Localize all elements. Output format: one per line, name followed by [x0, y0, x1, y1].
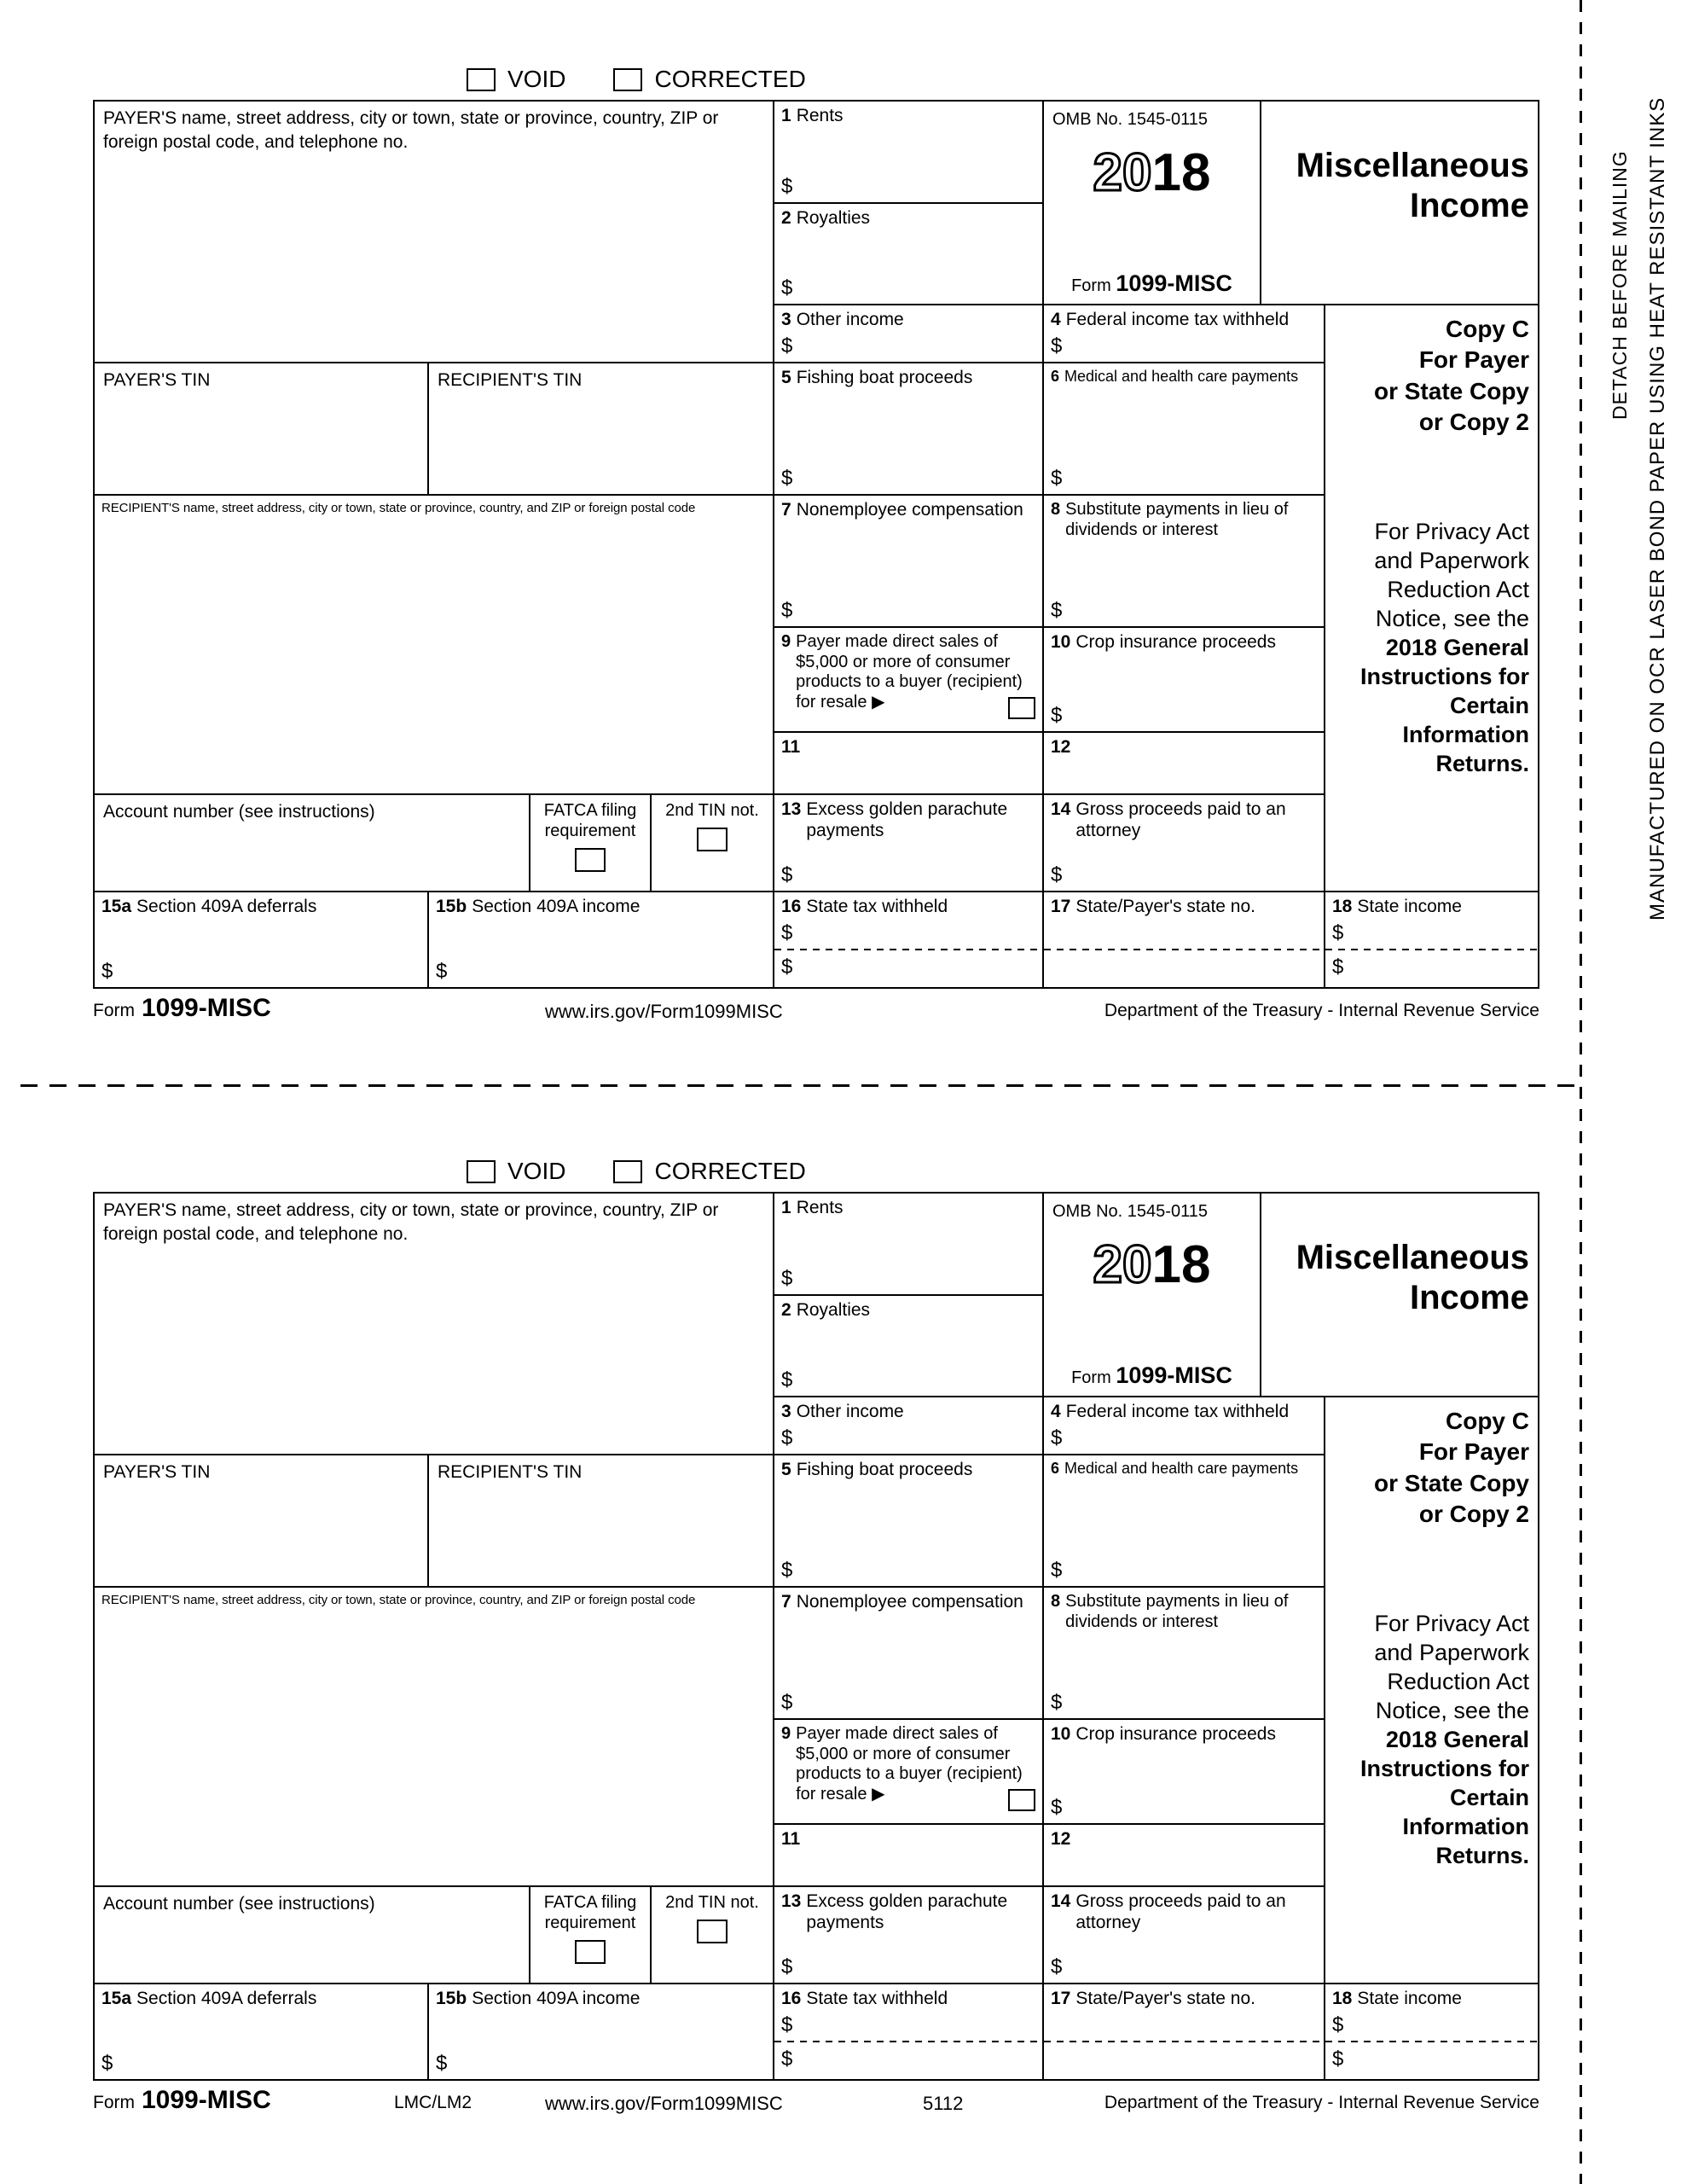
fatca-checkbox[interactable]	[575, 848, 606, 872]
form-number: 1099-MISC	[1116, 1362, 1232, 1388]
account-number-label: Account number (see instructions)	[103, 802, 375, 822]
box-10-label: Crop insurance proceeds	[1075, 1724, 1276, 1744]
dollar-sign: $	[1051, 1426, 1063, 1449]
box-6-label: Medical and health care payments	[1064, 368, 1299, 385]
horizontal-perforation	[20, 1084, 1580, 1087]
payer-info-cell[interactable]	[95, 1194, 774, 1455]
second-tin-label: 2nd TIN not.	[665, 801, 759, 820]
void-checkbox[interactable]	[467, 68, 496, 91]
box-18-number: 18	[1332, 897, 1353, 916]
box-11[interactable]	[774, 733, 1044, 795]
box-6-medical-payments[interactable]	[1044, 1455, 1325, 1588]
form-copy-bottom	[93, 1156, 1541, 2122]
box-14-number: 14	[1051, 1891, 1071, 1911]
dollar-sign: $	[781, 1426, 793, 1449]
box-17-number: 17	[1051, 1989, 1071, 2008]
box-18-number: 18	[1332, 1989, 1353, 2008]
dollar-sign: $	[781, 921, 793, 944]
box-9-label	[796, 632, 1035, 712]
void-label: VOID	[507, 66, 566, 92]
box-17-state-payer-number[interactable]	[1044, 1984, 1325, 2079]
state-entry-divider	[1325, 949, 1538, 950]
box-1-rents[interactable]	[774, 1194, 1044, 1296]
box-16-state-tax-withheld[interactable]	[774, 1984, 1044, 2079]
box-15a-409a-deferrals[interactable]	[95, 892, 429, 987]
payer-tin-label: PAYER'S TIN	[103, 1462, 211, 1482]
box-2-royalties[interactable]	[774, 1296, 1044, 1397]
omb-number: OMB No. 1545-0115	[1052, 1202, 1208, 1221]
dollar-sign: $	[1332, 921, 1344, 944]
box-10-number: 10	[1051, 1724, 1071, 1744]
dollar-sign: $	[781, 1955, 793, 1978]
box-18-state-income[interactable]	[1325, 892, 1538, 987]
form-number: 1099-MISC	[1116, 270, 1232, 296]
box-4-federal-tax-withheld[interactable]	[1044, 305, 1325, 363]
box-8-number: 8	[1051, 1592, 1061, 1611]
copy-designation: Copy C	[1446, 316, 1529, 342]
box-9-label-text: Payer made direct sales of $5,000 or more of consumer products to a buyer (recipient) for resale	[796, 1724, 1023, 1804]
box-1-rents[interactable]	[774, 102, 1044, 204]
state-entry-divider	[774, 2041, 1042, 2042]
dollar-sign: $	[436, 960, 448, 983]
footer-form-word: Form	[93, 2093, 135, 2112]
box-5-fishing-boat[interactable]	[774, 363, 1044, 496]
payer-info-label: PAYER'S name, street address, city or town, state or province, country, ZIP or foreign postal code, and telephone no.	[103, 1200, 719, 1245]
second-tin-cell	[652, 1887, 774, 1984]
copy-column	[1325, 305, 1538, 892]
box-5-label: Fishing boat proceeds	[796, 1460, 973, 1479]
box-17-number: 17	[1051, 897, 1071, 916]
corrected-label: CORRECTED	[654, 66, 806, 92]
dollar-sign: $	[781, 599, 793, 622]
state-entry-divider	[1044, 2041, 1324, 2042]
recipient-info-label: RECIPIENT'S name, street address, city or town, state or province, country, and ZIP or foreign postal code	[101, 501, 696, 515]
box-3-other-income[interactable]	[774, 305, 1044, 363]
box-4-label: Federal income tax withheld	[1065, 310, 1290, 329]
recipient-info-label: RECIPIENT'S name, street address, city or town, state or province, country, and ZIP or foreign postal code	[101, 1593, 696, 1607]
recipient-tin-label: RECIPIENT'S TIN	[438, 1462, 583, 1482]
form-footer	[93, 2084, 1539, 2120]
box-12[interactable]	[1044, 1825, 1325, 1887]
corrected-label: CORRECTED	[654, 1158, 806, 1184]
direct-sales-checkbox[interactable]	[1008, 1789, 1035, 1811]
box-6-label: Medical and health care payments	[1064, 1460, 1299, 1477]
fatca-cell	[530, 795, 652, 892]
copy-recipient-line1: For Payer	[1418, 346, 1529, 374]
year-bold: 18	[1151, 143, 1211, 202]
form-title-line2: Income	[1409, 1279, 1529, 1317]
year-outline: 20	[1093, 1235, 1152, 1294]
dollar-sign: $	[781, 1559, 793, 1582]
copy-recipient-line2: or State Copy	[1373, 1469, 1529, 1496]
form-word: Form	[1071, 1368, 1111, 1387]
box-5-fishing-boat[interactable]	[774, 1455, 1044, 1588]
footer-department: Department of the Treasury - Internal Revenue Service	[1104, 1001, 1539, 1020]
second-tin-checkbox[interactable]	[697, 1920, 728, 1943]
corrected-checkbox[interactable]	[613, 68, 642, 91]
box-15b-label: Section 409A income	[472, 1989, 641, 2008]
omb-box	[1044, 1194, 1261, 1397]
box-4-number: 4	[1051, 310, 1061, 329]
copy-recipient-line2: or State Copy	[1373, 377, 1529, 404]
box-9-number: 9	[781, 1724, 791, 1743]
dollar-sign: $	[1332, 2048, 1344, 2071]
box-15b-number: 15b	[436, 1989, 467, 2008]
box-14-attorney-proceeds[interactable]	[1044, 1887, 1325, 1984]
corrected-checkbox[interactable]	[613, 1160, 642, 1183]
box-14-number: 14	[1051, 799, 1071, 819]
box-8-label: Substitute payments in lieu of dividends or interest	[1065, 500, 1289, 539]
dollar-sign: $	[781, 1368, 793, 1391]
recipient-info-cell[interactable]	[95, 496, 774, 795]
form-number-block	[1044, 270, 1260, 297]
void-label: VOID	[507, 1158, 566, 1184]
dollar-sign: $	[781, 956, 793, 979]
dollar-sign: $	[1051, 1955, 1063, 1978]
dollar-sign: $	[1051, 1559, 1063, 1582]
recipient-tin-cell[interactable]	[429, 363, 774, 496]
copy-column	[1325, 1397, 1538, 1984]
privacy-instructions-text: 2018 General Instructions for Certain Information Returns.	[1359, 634, 1529, 776]
box-13-golden-parachute[interactable]	[774, 795, 1044, 892]
box-15b-409a-income[interactable]	[429, 892, 774, 987]
dollar-sign: $	[1051, 704, 1063, 727]
dollar-sign: $	[1051, 599, 1063, 622]
footer-url: www.irs.gov/Form1099MISC	[545, 1001, 783, 1022]
footer-form-number: 1099-MISC	[142, 994, 271, 1022]
detach-before-mailing-text: DETACH BEFORE MAILING	[1609, 150, 1631, 420]
privacy-instructions-text: 2018 General Instructions for Certain Information Returns.	[1359, 1726, 1529, 1868]
box-12[interactable]	[1044, 733, 1325, 795]
box-1-number: 1	[781, 1198, 791, 1217]
box-17-label: State/Payer's state no.	[1075, 897, 1255, 916]
box-3-label: Other income	[796, 1402, 904, 1421]
copy-recipient-line1: For Payer	[1418, 1438, 1529, 1466]
box-13-number: 13	[781, 799, 802, 819]
box-10-crop-insurance[interactable]	[1044, 628, 1325, 733]
dollar-sign: $	[1332, 2013, 1344, 2036]
dollar-sign: $	[781, 1691, 793, 1714]
box-14-label: Gross proceeds paid to an attorney	[1075, 1891, 1286, 1932]
box-3-label: Other income	[796, 310, 904, 329]
resale-arrow-icon: ▶	[872, 692, 885, 712]
void-corrected-row	[467, 1156, 806, 1187]
recipient-tin-cell[interactable]	[429, 1455, 774, 1588]
box-7-label: Nonemployee compensation	[796, 1592, 1023, 1612]
second-tin-checkbox[interactable]	[697, 828, 728, 851]
direct-sales-checkbox[interactable]	[1008, 697, 1035, 719]
recipient-tin-label: RECIPIENT'S TIN	[438, 370, 583, 390]
box-16-number: 16	[781, 897, 802, 916]
box-11-number: 11	[781, 737, 801, 757]
box-15a-number: 15a	[101, 897, 132, 916]
omb-box	[1044, 102, 1261, 305]
box-17-state-payer-number[interactable]	[1044, 892, 1325, 987]
box-9-direct-sales[interactable]	[774, 1720, 1044, 1825]
box-2-number: 2	[781, 208, 791, 228]
box-1-number: 1	[781, 106, 791, 125]
box-8-number: 8	[1051, 500, 1061, 519]
box-15b-409a-income[interactable]	[429, 1984, 774, 2079]
year-outline: 20	[1093, 143, 1152, 202]
fatca-label: FATCA filing requirement	[543, 1893, 637, 1932]
dollar-sign: $	[781, 467, 793, 490]
fatca-cell	[530, 1887, 652, 1984]
dollar-sign: $	[101, 2052, 113, 2075]
dollar-sign: $	[1051, 863, 1063, 886]
dollar-sign: $	[1332, 956, 1344, 979]
box-18-label: State income	[1357, 897, 1462, 916]
form-title-line2: Income	[1409, 187, 1529, 225]
dollar-sign: $	[781, 334, 793, 357]
box-1-label: Rents	[796, 1198, 844, 1217]
privacy-act-notice	[1325, 1609, 1538, 1870]
tax-year	[1044, 142, 1260, 203]
payer-tin-cell[interactable]	[95, 1455, 429, 1588]
box-2-number: 2	[781, 1300, 791, 1320]
box-14-attorney-proceeds[interactable]	[1044, 795, 1325, 892]
form-title-line1: Miscellaneous	[1296, 147, 1529, 184]
box-15b-label: Section 409A income	[472, 897, 641, 916]
box-7-number: 7	[781, 1592, 791, 1612]
footer-form-id	[93, 2086, 271, 2115]
box-12-number: 12	[1051, 1829, 1071, 1849]
box-11-number: 11	[781, 1829, 801, 1849]
dollar-sign: $	[781, 276, 793, 299]
form-title-line1: Miscellaneous	[1296, 1239, 1529, 1276]
dollar-sign: $	[1051, 334, 1063, 357]
footer-url: www.irs.gov/Form1099MISC	[545, 2093, 783, 2114]
state-entry-divider	[774, 949, 1042, 950]
dollar-sign: $	[781, 2013, 793, 2036]
box-10-label: Crop insurance proceeds	[1075, 632, 1276, 652]
dollar-sign: $	[781, 2048, 793, 2071]
dollar-sign: $	[781, 1267, 793, 1290]
box-8-substitute-payments[interactable]	[1044, 1588, 1325, 1720]
form-title	[1261, 102, 1538, 305]
box-18-state-income[interactable]	[1325, 1984, 1538, 2079]
vertical-perforation	[1580, 0, 1582, 2184]
omb-number: OMB No. 1545-0115	[1052, 110, 1208, 129]
box-15b-number: 15b	[436, 897, 467, 916]
box-9-direct-sales[interactable]	[774, 628, 1044, 733]
box-1-label: Rents	[796, 106, 844, 125]
box-14-label: Gross proceeds paid to an attorney	[1075, 799, 1286, 840]
footer-department: Department of the Treasury - Internal Revenue Service	[1104, 2093, 1539, 2112]
box-17-label: State/Payer's state no.	[1075, 1989, 1255, 2008]
year-bold: 18	[1151, 1235, 1211, 1294]
form-footer	[93, 992, 1539, 1028]
footer-form-id	[93, 994, 271, 1023]
box-3-number: 3	[781, 1402, 791, 1421]
form-1099-misc	[93, 1192, 1539, 2081]
account-number-label: Account number (see instructions)	[103, 1894, 375, 1914]
account-number-cell[interactable]	[95, 795, 530, 892]
footer-form-word: Form	[93, 1001, 135, 1020]
privacy-act-notice	[1325, 517, 1538, 778]
dollar-sign: $	[1051, 1691, 1063, 1714]
box-9-label	[796, 1724, 1035, 1804]
box-9-label-text: Payer made direct sales of $5,000 or more of consumer products to a buyer (recipient) for resale	[796, 632, 1023, 712]
box-3-other-income[interactable]	[774, 1397, 1044, 1455]
box-15a-label: Section 409A deferrals	[136, 897, 317, 916]
dollar-sign: $	[436, 2052, 448, 2075]
box-15a-label: Section 409A deferrals	[136, 1989, 317, 2008]
box-7-nonemployee-compensation[interactable]	[774, 496, 1044, 628]
box-6-number: 6	[1051, 368, 1060, 385]
second-tin-cell	[652, 795, 774, 892]
fatca-label: FATCA filing requirement	[543, 801, 637, 840]
box-6-number: 6	[1051, 1460, 1060, 1477]
payer-info-label: PAYER'S name, street address, city or town, state or province, country, ZIP or foreign postal code, and telephone no.	[103, 108, 719, 153]
state-entry-divider	[1325, 2041, 1538, 2042]
box-7-label: Nonemployee compensation	[796, 500, 1023, 520]
box-2-royalties[interactable]	[774, 204, 1044, 305]
box-10-crop-insurance[interactable]	[1044, 1720, 1325, 1825]
box-13-label: Excess golden parachute payments	[806, 799, 1008, 840]
copy-recipient-line3: or Copy 2	[1418, 1501, 1529, 1528]
resale-arrow-icon: ▶	[872, 1784, 885, 1804]
box-15a-number: 15a	[101, 1989, 132, 2008]
form-copy-top	[93, 64, 1541, 1030]
fatca-checkbox[interactable]	[575, 1940, 606, 1964]
box-9-number: 9	[781, 632, 791, 651]
privacy-text: For Privacy Act and Paperwork Reduction Act Notice, see the	[1374, 518, 1529, 631]
account-number-cell[interactable]	[95, 1887, 530, 1984]
footer-print-code: 5112	[923, 2093, 964, 2114]
box-11[interactable]	[774, 1825, 1044, 1887]
box-16-label: State tax withheld	[806, 897, 948, 916]
tax-year	[1044, 1234, 1260, 1295]
box-4-label: Federal income tax withheld	[1065, 1402, 1290, 1421]
footer-form-number: 1099-MISC	[142, 2086, 271, 2114]
box-13-label: Excess golden parachute payments	[806, 1891, 1008, 1932]
privacy-text: For Privacy Act and Paperwork Reduction Act Notice, see the	[1374, 1610, 1529, 1723]
box-5-number: 5	[781, 368, 791, 387]
box-7-nonemployee-compensation[interactable]	[774, 1588, 1044, 1720]
box-16-number: 16	[781, 1989, 802, 2008]
dollar-sign: $	[101, 960, 113, 983]
box-12-number: 12	[1051, 737, 1071, 757]
manufactured-notice-text: MANUFACTURED ON OCR LASER BOND PAPER USING HEAT RESISTANT INKS	[1646, 96, 1669, 921]
box-4-federal-tax-withheld[interactable]	[1044, 1397, 1325, 1455]
form-number-block	[1044, 1362, 1260, 1389]
box-4-number: 4	[1051, 1402, 1061, 1421]
payer-info-cell[interactable]	[95, 102, 774, 363]
box-8-label: Substitute payments in lieu of dividends or interest	[1065, 1592, 1289, 1631]
box-16-state-tax-withheld[interactable]	[774, 892, 1044, 987]
recipient-info-cell[interactable]	[95, 1588, 774, 1887]
box-13-number: 13	[781, 1891, 802, 1911]
box-2-label: Royalties	[796, 1300, 871, 1320]
box-2-label: Royalties	[796, 208, 871, 228]
payer-tin-cell[interactable]	[95, 363, 429, 496]
box-15a-409a-deferrals[interactable]	[95, 1984, 429, 2079]
second-tin-label: 2nd TIN not.	[665, 1893, 759, 1912]
void-checkbox[interactable]	[467, 1160, 496, 1183]
copy-designation: Copy C	[1446, 1408, 1529, 1434]
box-7-number: 7	[781, 500, 791, 520]
box-8-substitute-payments[interactable]	[1044, 496, 1325, 628]
box-6-medical-payments[interactable]	[1044, 363, 1325, 496]
dollar-sign: $	[1051, 467, 1063, 490]
box-18-label: State income	[1357, 1989, 1462, 2008]
box-13-golden-parachute[interactable]	[774, 1887, 1044, 1984]
copy-recipient-line3: or Copy 2	[1418, 409, 1529, 436]
state-entry-divider	[1044, 949, 1324, 950]
dollar-sign: $	[781, 175, 793, 198]
dollar-sign: $	[781, 863, 793, 886]
box-10-number: 10	[1051, 632, 1071, 652]
footer-lmc-code: LMC/LM2	[394, 2093, 472, 2112]
dollar-sign: $	[1051, 1796, 1063, 1819]
payer-tin-label: PAYER'S TIN	[103, 370, 211, 390]
box-5-number: 5	[781, 1460, 791, 1479]
box-3-number: 3	[781, 310, 791, 329]
box-16-label: State tax withheld	[806, 1989, 948, 2008]
void-corrected-row	[467, 64, 806, 95]
box-5-label: Fishing boat proceeds	[796, 368, 973, 387]
form-word: Form	[1071, 276, 1111, 295]
form-1099-misc	[93, 100, 1539, 989]
form-title	[1261, 1194, 1538, 1397]
